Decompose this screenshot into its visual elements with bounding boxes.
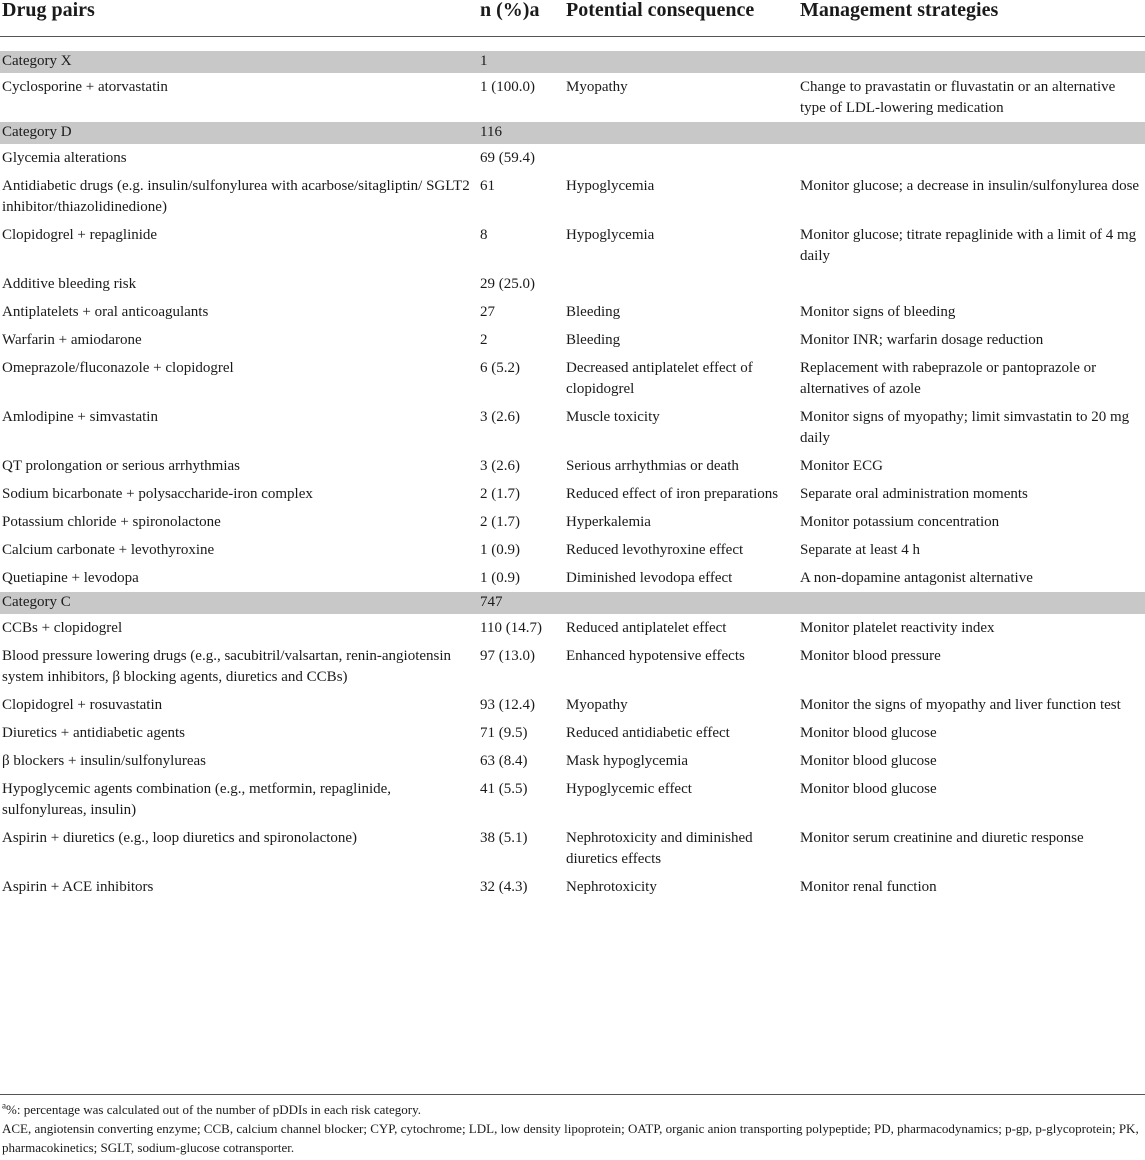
- n-percent-cell: 41 (5.5): [480, 780, 528, 797]
- drug-pair-cell: Cyclosporine + atorvastatin: [2, 78, 168, 95]
- drug-pair-cell: Clopidogrel + repaglinide: [2, 226, 158, 243]
- category-row: [0, 51, 1145, 73]
- drug-pair-cell: Calcium carbonate + levothyroxine: [2, 541, 215, 558]
- header-management-strategies: Management strategies: [800, 0, 999, 21]
- management-cell: Monitor signs of myopathy; limit simvastatin to 20 mg daily: [800, 408, 1130, 446]
- n-percent-cell: 61: [480, 177, 495, 194]
- drug-pair-cell: Hypoglycemic agents combination (e.g., metformin, repaglinide, sulfonylureas, insulin): [2, 780, 392, 818]
- header-drug-pairs: Drug pairs: [2, 0, 95, 21]
- drug-pair-cell: Aspirin + ACE inhibitors: [2, 878, 154, 895]
- header-potential-consequence: Potential consequence: [566, 0, 755, 21]
- category-count: 116: [478, 122, 564, 144]
- n-percent-cell: 110 (14.7): [480, 619, 542, 636]
- n-percent-cell: 6 (5.2): [480, 359, 520, 376]
- table-row: [0, 614, 1145, 642]
- consequence-cell: Diminished levodopa effect: [566, 569, 733, 586]
- category-label: Category X: [0, 51, 478, 73]
- category-label: Category C: [0, 592, 478, 614]
- table-row: [0, 536, 1145, 564]
- consequence-cell: Hypoglycemia: [566, 177, 655, 194]
- consequence-cell: Decreased antiplatelet effect of clopidogrel: [566, 359, 753, 397]
- table-row: [0, 452, 1145, 480]
- table-row: [0, 719, 1145, 747]
- category-row: [0, 592, 1145, 614]
- table-row: [0, 298, 1145, 326]
- consequence-cell: Nephrotoxicity: [566, 878, 657, 895]
- management-cell: [798, 270, 1145, 298]
- drug-pair-cell: Sodium bicarbonate + polysaccharide-iron complex: [2, 485, 313, 502]
- table-row: [0, 354, 1145, 403]
- category-filler: [564, 592, 1145, 614]
- table-row: [0, 221, 1145, 270]
- n-percent-cell: 38 (5.1): [480, 829, 528, 846]
- consequence-cell: Nephrotoxicity and diminished diuretics effects: [566, 829, 753, 867]
- management-cell: A non-dopamine antagonist alternative: [800, 569, 1033, 586]
- consequence-cell: [564, 270, 798, 298]
- management-cell: Monitor signs of bleeding: [800, 303, 956, 320]
- consequence-cell: Reduced antidiabetic effect: [566, 724, 730, 741]
- management-cell: Monitor blood glucose: [800, 780, 937, 797]
- management-cell: Monitor renal function: [800, 878, 937, 895]
- footnote-a: [2, 1100, 1145, 1119]
- drug-pair-cell: Glycemia alterations: [2, 149, 127, 166]
- management-cell: Monitor blood glucose: [800, 724, 937, 741]
- drug-pair-cell: Quetiapine + levodopa: [2, 569, 139, 586]
- table-row: [0, 172, 1145, 221]
- footnote-abbreviations: ACE, angiotensin converting enzyme; CCB, calcium channel blocker; CYP, cytochrome; LDL, low density lipoprotein; OATP, organic anion transporting polypeptide; PD, pharmacodynamics; p-gp, p-glycoprotein; PK, pharmacokinetics; SGLT, sodium-glucose cotransporter.: [2, 1121, 1139, 1155]
- table-row: [0, 403, 1145, 452]
- management-cell: Monitor the signs of myopathy and liver function test: [800, 696, 1121, 713]
- consequence-cell: Reduced antiplatelet effect: [566, 619, 727, 636]
- drug-pair-cell: Antidiabetic drugs (e.g. insulin/sulfonylurea with acarbose/sitagliptin/ SGLT2 inhibitor/thiazolidinedione): [2, 177, 470, 215]
- consequence-cell: Reduced effect of iron preparations: [566, 485, 779, 502]
- category-label: Category D: [0, 122, 478, 144]
- category-count: 747: [478, 592, 564, 614]
- n-percent-cell: 8: [480, 226, 488, 243]
- n-percent-cell: 97 (13.0): [480, 647, 535, 664]
- consequence-cell: Hyperkalemia: [566, 513, 651, 530]
- management-cell: Separate at least 4 h: [800, 541, 920, 558]
- table-row: [0, 480, 1145, 508]
- consequence-cell: Serious arrhythmias or death: [566, 457, 739, 474]
- management-cell: Monitor blood glucose: [800, 752, 937, 769]
- n-percent-cell: 2: [480, 331, 488, 348]
- n-percent-cell: 93 (12.4): [480, 696, 535, 713]
- n-percent-cell: 3 (2.6): [480, 408, 520, 425]
- table-row: [0, 508, 1145, 536]
- category-filler: [564, 122, 1145, 144]
- category-row: [0, 122, 1145, 144]
- consequence-cell: Myopathy: [566, 696, 628, 713]
- drug-pair-cell: Diuretics + antidiabetic agents: [2, 724, 185, 741]
- consequence-cell: Bleeding: [566, 331, 621, 348]
- table-row: [0, 144, 1145, 172]
- management-cell: Monitor platelet reactivity index: [800, 619, 995, 636]
- n-percent-cell: 71 (9.5): [480, 724, 528, 741]
- management-cell: Monitor potassium concentration: [800, 513, 1000, 530]
- table-row: [0, 775, 1145, 824]
- n-percent-cell: 63 (8.4): [480, 752, 528, 769]
- consequence-cell: [564, 144, 798, 172]
- consequence-cell: Hypoglycemic effect: [566, 780, 692, 797]
- management-cell: Monitor blood pressure: [800, 647, 941, 664]
- table-row: [0, 642, 1145, 691]
- table-row: [0, 691, 1145, 719]
- table-row: [0, 270, 1145, 298]
- drug-pair-cell: Additive bleeding risk: [2, 275, 137, 292]
- management-cell: Change to pravastatin or fluvastatin or an alternative type of LDL-lowering medication: [800, 78, 1116, 116]
- n-percent-cell: 2 (1.7): [480, 485, 520, 502]
- category-filler: [564, 51, 1145, 73]
- drug-pair-cell: Clopidogrel + rosuvastatin: [2, 696, 163, 713]
- table-row: [0, 873, 1145, 907]
- table-footnotes: [0, 1094, 1145, 1157]
- consequence-cell: Reduced levothyroxine effect: [566, 541, 744, 558]
- table-row: [0, 73, 1145, 122]
- drug-pair-cell: Aspirin + diuretics (e.g., loop diuretics and spironolactone): [2, 829, 358, 846]
- consequence-cell: Bleeding: [566, 303, 621, 320]
- n-percent-cell: 3 (2.6): [480, 457, 520, 474]
- table-body: [0, 36, 1145, 907]
- consequence-cell: Enhanced hypotensive effects: [566, 647, 745, 664]
- n-percent-cell: 29 (25.0): [480, 275, 535, 292]
- table-row: [0, 326, 1145, 354]
- consequence-cell: Mask hypoglycemia: [566, 752, 689, 769]
- drug-pair-cell: Potassium chloride + spironolactone: [2, 513, 221, 530]
- management-cell: [798, 144, 1145, 172]
- n-percent-cell: 2 (1.7): [480, 513, 520, 530]
- n-percent-cell: 1 (100.0): [480, 78, 535, 95]
- table-row: [0, 564, 1145, 592]
- table-row: [0, 824, 1145, 873]
- header-n-percent: n (%)a: [480, 0, 540, 21]
- drug-pair-cell: β blockers + insulin/sulfonylureas: [2, 752, 206, 769]
- management-cell: Monitor ECG: [800, 457, 883, 474]
- consequence-cell: Muscle toxicity: [566, 408, 660, 425]
- n-percent-cell: 1 (0.9): [480, 569, 520, 586]
- drug-pair-cell: QT prolongation or serious arrhythmias: [2, 457, 241, 474]
- management-cell: Monitor serum creatinine and diuretic response: [800, 829, 1084, 846]
- footnote-a-text: %: percentage was calculated out of the number of pDDIs in each risk category.: [6, 1102, 421, 1117]
- drug-pair-cell: Omeprazole/fluconazole + clopidogrel: [2, 359, 234, 376]
- drug-pair-cell: Warfarin + amiodarone: [2, 331, 142, 348]
- footnote-mark: a: [2, 1100, 6, 1111]
- management-cell: Monitor glucose; a decrease in insulin/sulfonylurea dose: [800, 177, 1140, 194]
- drug-pair-cell: Amlodipine + simvastatin: [2, 408, 158, 425]
- n-percent-cell: 32 (4.3): [480, 878, 528, 895]
- management-cell: Monitor glucose; titrate repaglinide with a limit of 4 mg daily: [800, 226, 1137, 264]
- n-percent-cell: 27: [480, 303, 495, 320]
- category-count: 1: [478, 51, 564, 73]
- management-cell: Monitor INR; warfarin dosage reduction: [800, 331, 1044, 348]
- consequence-cell: Myopathy: [566, 78, 628, 95]
- consequence-cell: Hypoglycemia: [566, 226, 655, 243]
- table-header-row: [0, 0, 1145, 36]
- n-percent-cell: 69 (59.4): [480, 149, 535, 166]
- drug-pair-cell: CCBs + clopidogrel: [2, 619, 123, 636]
- n-percent-cell: 1 (0.9): [480, 541, 520, 558]
- table-row: [0, 747, 1145, 775]
- header-rule: [0, 36, 1145, 51]
- management-cell: Separate oral administration moments: [800, 485, 1028, 502]
- management-cell: Replacement with rabeprazole or pantoprazole or alternatives of azole: [800, 359, 1097, 397]
- drug-pair-cell: Blood pressure lowering drugs (e.g., sacubitril/valsartan, renin-angiotensin system inhibitors, β blocking agents, diuretics and CCBs): [2, 647, 452, 685]
- drug-pair-cell: Antiplatelets + oral anticoagulants: [2, 303, 209, 320]
